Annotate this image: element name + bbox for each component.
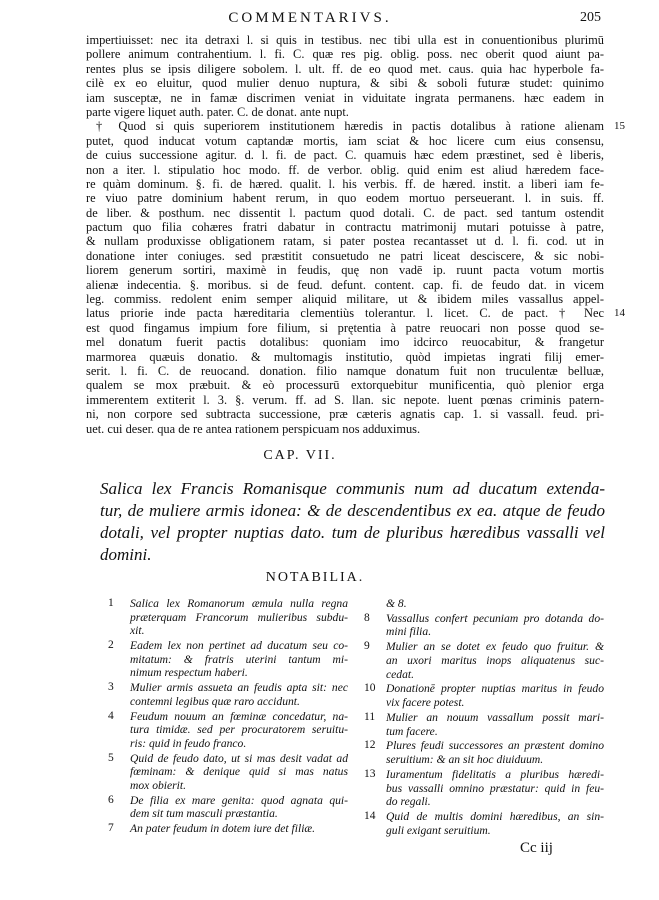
notabilia-item [108, 822, 348, 836]
body-line [86, 134, 604, 148]
notabilia-line: mitatum: & fratris uterini tantum mi- [130, 652, 348, 666]
body-line-text: putet, quod inducat votum captandæ mortis, iam sciat & hoc licere cum eius consensu, [86, 133, 604, 148]
notabilia-number: 4 [108, 709, 114, 722]
notabilia-line: Mulier an se dotet ex feudo quo fruitur. & [386, 640, 604, 654]
body-line [86, 91, 604, 105]
chapter-heading [100, 478, 605, 566]
body-line [86, 105, 604, 119]
body-line-text: de liber. & posthum. nec dissentit l. pactum quod dotali. C. de pact. sed tantum ostendit [86, 205, 604, 220]
notabilia-number: 13 [364, 767, 376, 780]
notabilia-number: 11 [364, 710, 376, 723]
body-line [86, 148, 604, 162]
notabilia-number: 3 [108, 681, 114, 694]
notabilia-left-column [108, 597, 348, 837]
notabilia-line: an uxori maritus inops aliquatenus suc- [386, 653, 604, 667]
body-line-text: liorem generum sortiri, maximè in feudis, quę non vadē ip. ruunt pacta votum mortis [86, 263, 604, 278]
notabilia-number: 1 [108, 597, 114, 609]
notabilia-number: 7 [108, 822, 114, 835]
body-line [86, 335, 604, 349]
body-line [86, 47, 604, 61]
notabilia-line: bus vassalli omnino præstatur: quid in feu- [386, 781, 604, 795]
body-line-text: iam susceptæ, ne in famæ discrimen veniat in viduitate ingrata permanens. hæc eadem in [86, 90, 604, 105]
chapter-heading-line: dotali, vel propter nuptias dato. tum de pluribus hæredibus vassalli vel [100, 523, 605, 542]
notabilia-line: Donationē propter nuptias maritus in feudo [386, 682, 604, 696]
notabilia-line: Eadem lex non pertinet ad ducatum seu co- [130, 639, 348, 653]
notabilia-line: Feudum nouum an fœminæ concedatur, na- [130, 709, 348, 723]
body-line [86, 393, 604, 407]
notabilia-number: 6 [108, 793, 114, 806]
notabilia-line: guli exigant seruitium. [386, 823, 491, 837]
body-line [86, 191, 604, 205]
notabilia-line: nimum respectum haberi. [130, 666, 248, 680]
body-line [86, 33, 604, 47]
body-line-text: ni, non corpore sed subtracta successione, præ cæteris agnatis cap. 1. si vassall. feud. pri- [86, 407, 604, 422]
body-line-text: qualem se mox præbuit. & eò processurū extorquebitur munificentia, quò plenior erga [86, 378, 604, 393]
margin-number: 15 [614, 120, 625, 133]
notabilia-number: 14 [364, 809, 376, 822]
body-line-text: marmorea quæuis donatio. & multomagis institutio, quòd impietas ingrati filij emer- [86, 349, 604, 364]
body-line-text: uet. cui deser. qua de re antea rationem perspicuam nos adduximus. [86, 421, 421, 436]
notabilia-line: Quid de multis domini hæredibus, an sin- [386, 809, 604, 823]
body-line-text: latus priorie inde pacta hæreditaria clementiùs tolerantur. l. licet. C. de pact. † Nec [86, 306, 604, 321]
notabilia-line: xit. [130, 624, 145, 638]
notabilia-line: Mulier armis assueta an feudis apta sit: nec [130, 681, 348, 695]
body-line [86, 422, 604, 436]
notabilia-item [108, 639, 348, 680]
notabilia-item [364, 810, 604, 837]
notabilia-line: Salica lex Romanorum æmula nulla regna [130, 597, 348, 610]
notabilia-number: 10 [364, 682, 376, 695]
notabilia-number: 5 [108, 751, 114, 764]
body-line-text: re viuo patre dominium habent rerum, in quo eodem mortuo perseuerant. l. in suis. ff. [86, 191, 604, 206]
notabilia-item [108, 794, 348, 821]
notabilia-line: fœminam: & denique quid si mas natus [130, 765, 348, 779]
notabilia-line: mini filia. [386, 625, 432, 639]
notabilia-line: Quid de feudo dato, ut si mas desit vadat ad [130, 751, 348, 765]
chapter-heading-line: domini. [100, 545, 152, 564]
notabilia-line: ris: quid in feudo franco. [130, 736, 247, 750]
running-title: COMMENTARIVS. [228, 10, 392, 26]
body-line-text: de cuius successione agitur. d. l. fi. de pact. C. quamuis hæc edem præstinet, sed è liberis, [86, 148, 604, 163]
notabilia-line: cedat. [386, 667, 415, 681]
notabilia-line: contemni legibus quæ raro accidunt. [130, 694, 300, 708]
notabilia-item [364, 612, 604, 639]
notabilia-item [108, 681, 348, 708]
body-line [86, 378, 604, 392]
body-line-text: serit. l. fi. C. de reuocand. donation. filio namque donatum fuit non truculentæ belluæ, [86, 363, 604, 378]
notabilia-number: 9 [364, 640, 370, 653]
chapter-heading-line: Salica lex Francis Romanisque communis num ad ducatum extenda- [100, 479, 605, 498]
notabilia-item [364, 597, 604, 611]
notabilia-title: NOTABILIA. [265, 570, 365, 585]
notabilia-item [364, 682, 604, 709]
notabilia-line: tum facere. [386, 724, 438, 738]
body-line-text: non a iter. l. stipulatio hoc modo. ff. de verbor. oblig. quid enim est aliud hæredem face- [86, 162, 604, 177]
body-line [86, 220, 604, 234]
body-line [86, 278, 604, 292]
notabilia-line: De filia ex mare genita: quod agnata qui- [130, 793, 348, 807]
notabilia-line: Iuramentum fidelitatis a pluribus hæredi- [386, 767, 604, 781]
margin-number: 14 [614, 307, 625, 320]
body-line-text: cilè ex eo eluitur, quod mulier denuo nuptura, & sibi & soboli futuræ studet: quinimo [86, 76, 604, 91]
body-line-text: leg. commiss. redolent enim semper aliquid militare, ut & ibidem miles vassallus appel- [86, 292, 604, 307]
notabilia-line: vix facere potest. [386, 696, 465, 710]
notabilia-line: mox obierit. [130, 778, 187, 792]
body-line [86, 263, 604, 277]
body-line [86, 306, 625, 321]
body-line [86, 350, 604, 364]
body-line-text: est quod fingamus impium fore filium, si prętentia à patre reuocari non posse quod se- [86, 320, 604, 335]
notabilia-item [364, 640, 604, 681]
notabilia-item [108, 710, 348, 751]
body-line [86, 177, 604, 191]
page-number: 205 [580, 10, 601, 25]
body-text [86, 33, 625, 436]
notabilia-line: & 8. [386, 597, 407, 610]
body-line [86, 364, 604, 378]
body-line-text: † Quod si quis superiorem institutionem hæredis in pactis dotalibus à ratione alienam [96, 119, 604, 134]
body-line [86, 321, 604, 335]
body-line-text: re quàm dominum. §. fi. de hæred. qualit. l. his verbis. ff. de hæred. instit. a liberi iam fe- [86, 176, 604, 191]
notabilia-line: Plures feudi successores an præstent domino [386, 739, 604, 753]
notabilia-line: præterquam Francorum mulieribus subdu- [130, 610, 348, 624]
notabilia-line: do regali. [386, 795, 431, 809]
chapter-heading-line: tur, de muliere armis idonea: & de descendentibus ex ea. atque de feudo [100, 501, 605, 520]
body-line-text: mel donatum fuerit pactis dotalibus: quoniam imo idcirco reuocabitur, & frangetur [86, 335, 604, 350]
body-line [86, 234, 604, 248]
body-line-text: immerentem extiterit l. 3. §. verum. ff. ad S. llan. sic nepote. luent pœnas criminis patern- [86, 392, 604, 407]
running-head [0, 6, 659, 26]
notabilia-line: tura timidæ. sed per procuratorem seruitu- [130, 723, 348, 737]
notabilia-number: 8 [364, 611, 370, 624]
body-line [86, 62, 604, 76]
notabilia-line: Mulier an nouum vassallum possit mari- [386, 710, 604, 724]
notabilia-item [108, 752, 348, 793]
body-line-text: & nullam produxisse obligationem ratam, si pater postea recantasset ut d. l. fi. cod. ut in [86, 234, 604, 249]
body-line [86, 163, 604, 177]
body-line [86, 249, 604, 263]
signature-mark: Cc iij [520, 840, 553, 856]
body-line-text: alienæ indecentia. §. moribus. si de feud. defunt. content. cap. fi. de feudo dat. in vicem [86, 277, 604, 292]
notabilia-line: An pater feudum in dotem iure det filiæ. [130, 822, 316, 836]
body-line-text: impertiuisset: nec ita detraxi l. si quis in testibus. nec tibi ulla est in conuentionibus plurimū [86, 33, 604, 47]
notabilia-number: 2 [108, 639, 114, 652]
body-line [86, 292, 604, 306]
notabilia-right-column [364, 597, 604, 838]
body-line-text: pollere animum contrahentium. l. fi. C. quæ res pig. oblig. poss. nec oberit quod aiunt pa- [86, 47, 604, 62]
notabilia-item [108, 597, 348, 638]
body-line [86, 76, 604, 90]
notabilia-number: 12 [364, 739, 376, 752]
body-line-text: pactum quo filia cohæres fratri dabatur in contractu matrimonij mutari potuisse à patre, [86, 220, 604, 235]
notabilia-line: Vassallus confert pecuniam pro dotanda do- [386, 611, 604, 625]
notabilia-item [364, 711, 604, 738]
body-line-text: donatione inter coniuges. sed præstitit consuetudo ne patri liceat desciscere, & sic nobi- [86, 248, 604, 263]
chapter-title: CAP. VII. [263, 448, 337, 463]
notabilia-line: seruitium: & an sit hoc diuiduum. [386, 753, 544, 767]
body-line [86, 119, 625, 134]
body-line [86, 407, 604, 421]
body-line [86, 206, 604, 220]
notabilia-item [364, 768, 604, 809]
notabilia-line: dem sit tum masculi præstantia. [130, 807, 278, 821]
body-line-text: parte vigere liquet auth. pater. C. de donat. ante nupt. [86, 104, 349, 119]
notabilia-item [364, 739, 604, 766]
body-line-text: rentes plus se ipsis diligere sobolem. l. ult. ff. de eo quod met. caus. quia hac hyperbole fa- [86, 61, 604, 76]
